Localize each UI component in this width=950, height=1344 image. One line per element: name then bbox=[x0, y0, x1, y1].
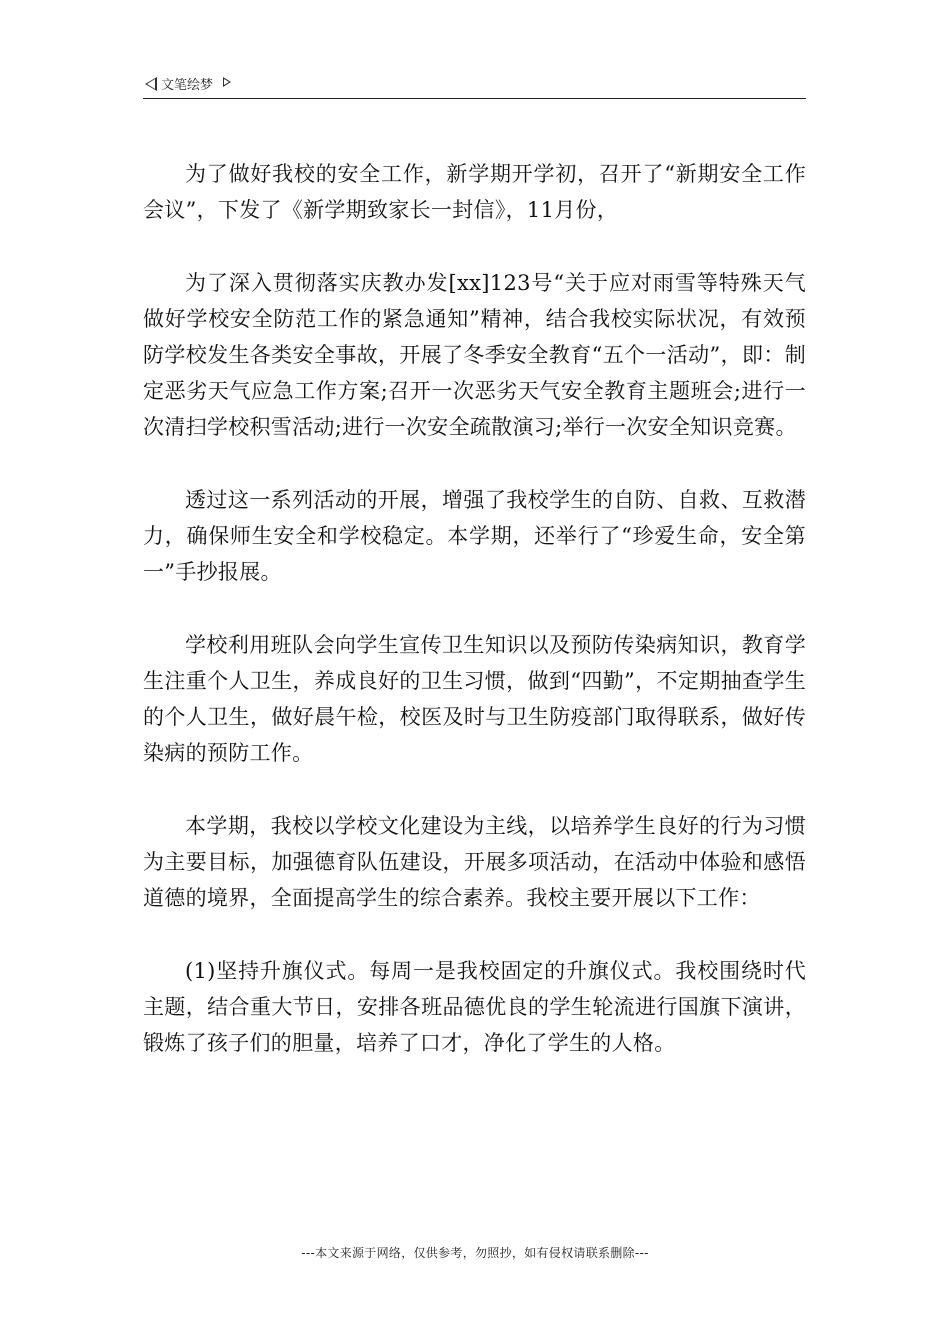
paragraph-1: 为了做好我校的安全工作，新学期开学初，召开了“新期安全工作会议”，下发了《新学期致家长一封信》，11月份， bbox=[143, 162, 806, 222]
paragraph-4: 学校利用班队会向学生宣传卫生知识以及预防传染病知识，教育学生注重个人卫生，养成良好的卫生习惯，做到“四勤”，不定期抽查学生的个人卫生，做好晨午检，校医及时与卫生防疫部门取得联系，做好传染病的预防工作。 bbox=[143, 633, 806, 765]
page-header bbox=[143, 72, 806, 99]
paragraph-6: (1)坚持升旗仪式。每周一是我校固定的升旗仪式。我校围绕时代主题，结合重大节日，安排各班品德优良的学生轮流进行国旗下演讲，锻炼了孩子们的胆量，培养了口才，净化了学生的人格。 bbox=[143, 959, 806, 1055]
document-body bbox=[143, 156, 806, 1098]
brand-name: 文笔绘梦 bbox=[161, 78, 214, 93]
header-brand bbox=[145, 74, 231, 93]
triangle-left-icon bbox=[145, 77, 157, 91]
footer-notice: ---本文来源于网络，仅供参考，勿照抄，如有侵权请联系删除--- bbox=[301, 1246, 649, 1260]
paragraph-3: 透过这一系列活动的开展，增强了我校学生的自防、自救、互救潜力，确保师生安全和学校稳定。本学期，还举行了“珍爱生命，安全第一”手抄报展。 bbox=[143, 488, 806, 584]
triangle-right-icon bbox=[223, 77, 231, 87]
paragraph-5: 本学期，我校以学校文化建设为主线，以培养学生良好的行为习惯为主要目标，加强德育队伍建设，开展多项活动，在活动中体验和感悟道德的境界，全面提高学生的综合素养。我校主要开展以下工作： bbox=[143, 814, 806, 910]
paragraph-2: 为了深入贯彻落实庆教办发[xx]123号“关于应对雨雪等特殊天气做好学校安全防范工作的紧急通知”精神，结合我校实际状况，有效预防学校发生各类安全事故，开展了冬季安全教育“五个一活动”，即：制定恶劣天气应急工作方案;召开一次恶劣天气安全教育主题班会;进行一次清扫学校积雪活动;进行一次安全疏散演习;举行一次安全知识竞赛。 bbox=[143, 271, 806, 439]
